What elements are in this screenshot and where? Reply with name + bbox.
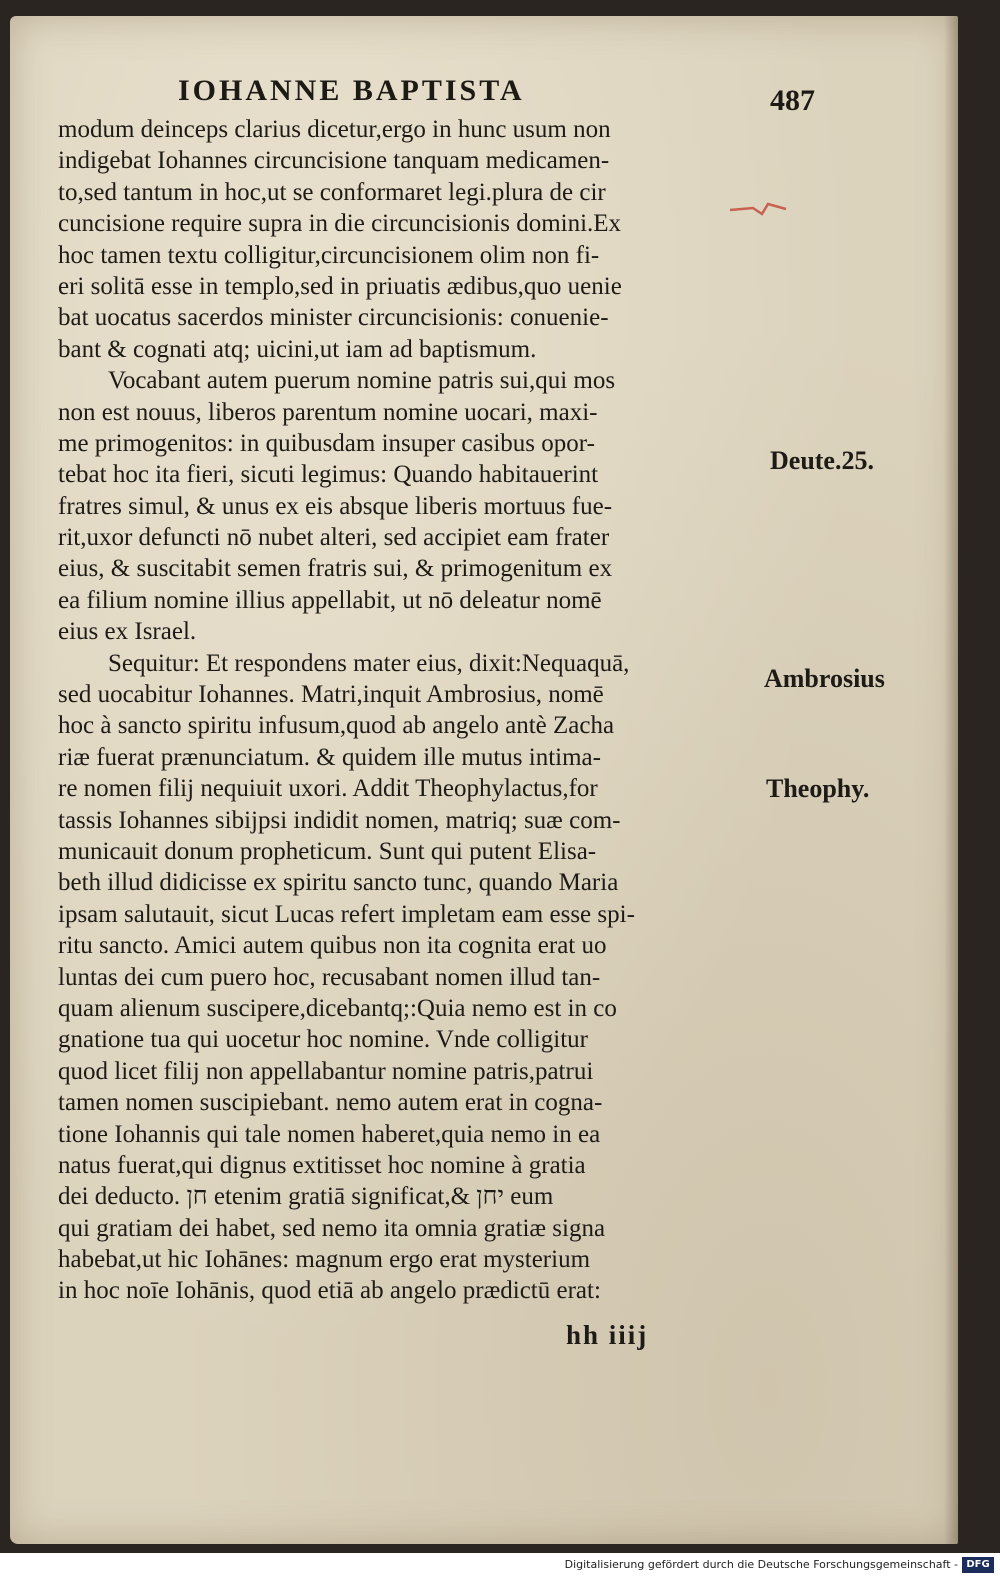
- page-number: 487: [770, 84, 815, 117]
- text-line: ea filium nomine illius appellabit, ut nō deleatur nomē: [58, 586, 602, 614]
- margin-note-theophylactus: Theophy.: [766, 774, 870, 803]
- text-line: ritu sancto. Amici autem quibus non ita cognita erat uo: [58, 932, 607, 960]
- margin-note-deuteronomy: Deute.25.: [770, 446, 874, 475]
- text-line: habebat,ut hic Iohānes: magnum ergo erat mysterium: [58, 1246, 591, 1274]
- text-line: natus fuerat,qui dignus extitisset hoc nomine à gratia: [58, 1151, 586, 1179]
- text-line: bat uocatus sacerdos minister circuncisionis: conuenie-: [58, 304, 609, 332]
- text-line: qui gratiam dei habet, sed nemo ita omnia gratiæ signa: [58, 1214, 606, 1242]
- footer-bar: [0, 1553, 1000, 1579]
- text-line: to,sed tantum in hoc,ut se conformaret legi.plura de cir: [58, 178, 606, 206]
- text-line: fratres simul, & unus ex eis absque liberis mortuus fue-: [58, 492, 613, 520]
- text-line: tione Iohannis qui tale nomen haberet,quia nemo in ea: [58, 1120, 601, 1148]
- text-line: re nomen filij nequiuit uxori. Addit Theophylactus,for: [58, 775, 598, 803]
- text-line: cuncisione require supra in die circuncisionis domini.Ex: [58, 210, 622, 238]
- text-line: tebat hoc ita fieri, sicuti legimus: Quando habitauerint: [58, 461, 599, 489]
- text-line: hoc tamen textu colligitur,circuncisionem olim non fi-: [58, 241, 600, 269]
- text-line: Sequitur: Et respondens mater eius, dixit:Nequaquā,: [108, 649, 630, 677]
- text-line: Vocabant autem puerum nomine patris sui,qui mos: [108, 367, 616, 395]
- text-line: hoc à sancto spiritu infusum,quod ab angelo antè Zacha: [58, 712, 615, 740]
- text-line: bant & cognati atq; uicini,ut iam ad baptismum.: [58, 335, 537, 363]
- text-line: eri solitā esse in templo,sed in priuatis ædibus,quo uenie: [58, 272, 622, 300]
- text-line: in hoc noīe Iohānis, quod etiā ab angelo prædictū erat:: [58, 1277, 601, 1305]
- text-line: quam alienum suscipere,dicebantq;:Quia nemo est in co: [58, 994, 617, 1022]
- text-line: luntas dei cum puero hoc, recusabant nomen illud tan-: [58, 963, 601, 991]
- text-line: indigebat Iohannes circuncisione tanquam medicamen-: [58, 147, 610, 175]
- text-line: municauit donum propheticum. Sunt qui putent Elisa-: [58, 837, 597, 865]
- text-line: eius, & suscitabit semen fratris sui, & primogenitum ex: [58, 555, 613, 583]
- text-line: gnatione tua qui uocetur hoc nomine. Vnde colligitur: [58, 1026, 588, 1054]
- text-line: beth illud didicisse ex spiritu sancto tunc, quando Maria: [58, 869, 619, 897]
- text-line: quod licet filij non appellabantur nomine patris,patrui: [58, 1057, 594, 1085]
- text-line: eius ex Israel.: [58, 618, 197, 646]
- text-line: tassis Iohannes sibijpsi indidit nomen, matriq; suæ com-: [58, 806, 621, 834]
- footer-credit: Digitalisierung gefördert durch die Deutsche Forschungsgemeinschaft -: [564, 1558, 958, 1571]
- text-line: sed uocabitur Iohannes. Matri,inquit Ambrosius, nomē: [58, 681, 604, 709]
- text-line: modum deinceps clarius dicetur,ergo in hunc usum non: [58, 116, 611, 143]
- dfg-logo: DFG: [962, 1557, 994, 1573]
- body-text-block: [58, 114, 768, 1307]
- signature-mark: hh iiij: [566, 1320, 649, 1350]
- text-line: riæ fuerat prænunciatum. & quidem ille mutus intima-: [58, 743, 601, 771]
- text-line: dei deducto. חן etenim gratiā significat,& יחן eum: [58, 1183, 554, 1211]
- margin-note-ambrosius: Ambrosius: [764, 664, 885, 693]
- text-line: ipsam salutauit, sicut Lucas refert impletam eam esse spi-: [58, 900, 635, 928]
- text-line: me primogenitos: in quibusdam insuper casibus opor-: [58, 429, 595, 457]
- text-line: tamen nomen suscipiebant. nemo autem erat in cogna-: [58, 1089, 603, 1117]
- text-line: non est nouus, liberos parentum nomine uocari, maxi-: [58, 398, 598, 426]
- running-head: IOHANNE BAPTISTA: [178, 74, 525, 107]
- page-edge-shadow: [944, 16, 958, 1544]
- text-line: rit,uxor defuncti nō nubet alteri, sed accipiet eam frater: [58, 524, 610, 552]
